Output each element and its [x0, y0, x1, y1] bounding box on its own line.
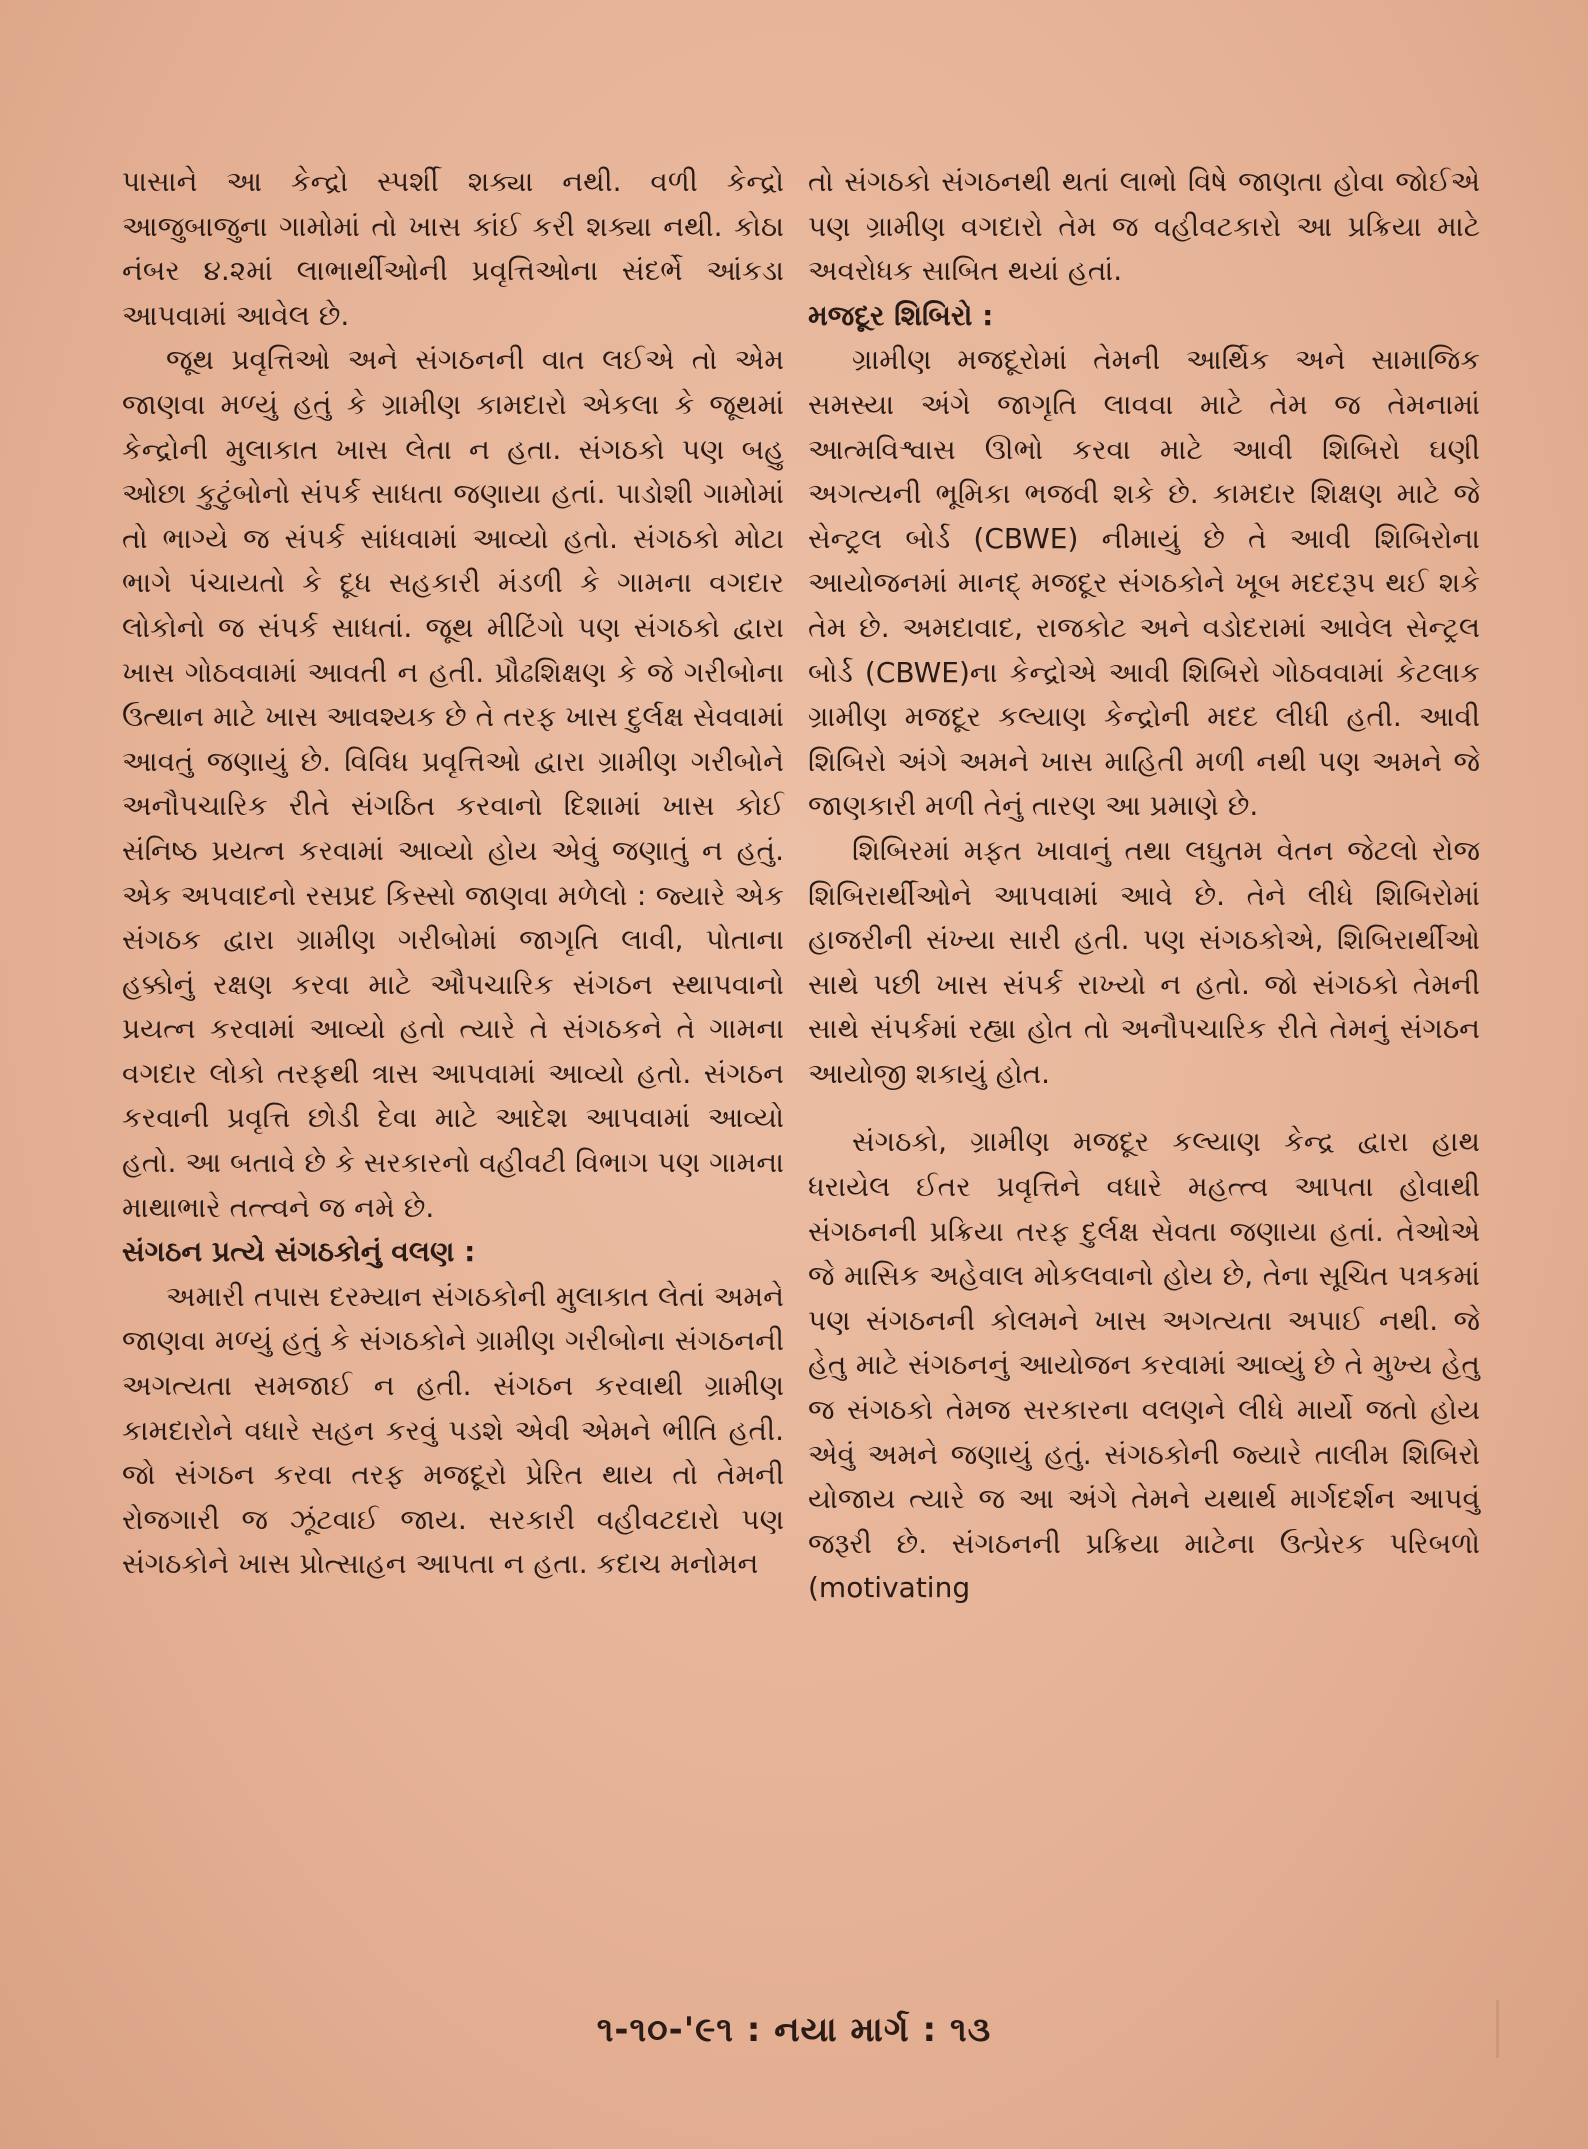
right-column	[808, 160, 1480, 1611]
right-paragraph-3: શિબિરમાં મફત ખાવાનું તથા લઘુતમ વેતન જેટલો રોજ શિબિરાર્થીઓને આપવામાં આવે છે. તેને લીધે શિબિરોમાં હાજરીની સંખ્યા સારી હતી. પણ સંગઠકોએ, શિબિરાર્થીઓ સાથે પછી ખાસ સંપર્ક રાખ્યો ન હતો. જો સંગઠકો તેમની સાથે સંપર્કમાં રહ્યા હોત તો અનૌપચારિક રીતે તેમનું સંગઠન આયોજી શકાયું હોત.	[808, 833, 1480, 1090]
left-paragraph-3: અમારી તપાસ દરમ્યાન સંગઠકોની મુલાકાત લેતાં અમને જાણવા મળ્યું હતું કે સંગઠકોને ગ્રામીણ ગરીબોના સંગઠનની અગત્યતા સમજાઈ ન હતી. સંગઠન કરવાથી ગ્રામીણ કામદારોને વધારે સહન કરવું પડશે એવી એમને ભીતિ હતી. જો સંગઠન કરવા તરફ મજદૂરો પ્રેરિત થાય તો તેમની રોજગારી જ ઝૂંટવાઈ જાય. સરકારી વહીવટદારો પણ સંગઠકોને ખાસ પ્રોત્સાહન આપતા ન હતા. કદાચ મનોમન	[122, 1279, 784, 1581]
page-footer: ૧-૧૦-'૯૧ : નયા માર્ગ : ૧૩	[596, 2010, 992, 2050]
right-paragraph-2: ગ્રામીણ મજદૂરોમાં તેમની આર્થિક અને સામાજિક સમસ્યા અંગે જાગૃતિ લાવવા માટે તેમ જ તેમનામાં આત્મવિશ્વાસ ઊભો કરવા માટે આવી શિબિરો ઘણી અગત્યની ભૂમિકા ભજવી શકે છે. કામદાર શિક્ષણ માટે જે સેન્ટ્રલ બોર્ડ (CBWE) નીમાયું છે તે આવી શિબિરોના આયોજનમાં માનદ્ મજદૂર સંગઠકોને ખૂબ મદદરૂપ થઈ શકે તેમ છે. અમદાવાદ, રાજકોટ અને વડોદરામાં આવેલ સેન્ટ્રલ બોર્ડ (CBWE)ના કેન્દ્રોએ આવી શિબિરો ગોઠવવામાં કેટલાક ગ્રામીણ મજદૂર કલ્યાણ કેન્દ્રોની મદદ લીધી હતી. આવી શિબિરો અંગે અમને ખાસ માહિતી મળી નથી પણ અમને જે જાણકારી મળી તેનું તારણ આ પ્રમાણે છે.	[808, 343, 1480, 823]
right-paragraph-1: તો સંગઠકો સંગઠનથી થતાં લાભો વિષે જાણતા હોવા જોઈએ પણ ગ્રામીણ વગદારો તેમ જ વહીવટકારો આ પ્રક્રિયા માટે અવરોધક સાબિત થયાં હતાં.	[808, 165, 1480, 288]
page-edge-mark	[1496, 2000, 1499, 2058]
paragraph-gap	[808, 1096, 1480, 1120]
right-paragraph-4: સંગઠકો, ગ્રામીણ મજદૂર કલ્યાણ કેન્દ્ર દ્વારા હાથ ધરાયેલ ઈતર પ્રવૃત્તિને વધારે મહત્ત્વ આપતા હોવાથી સંગઠનની પ્રક્રિયા તરફ દુર્લક્ષ સેવતા જણાયા હતાં. તેઓએ જે માસિક અહેવાલ મોકલવાનો હોય છે, તેના સૂચિત પત્રકમાં પણ સંગઠનની કોલમને ખાસ અગત્યતા અપાઈ નથી. જે હેતુ માટે સંગઠનનું આયોજન કરવામાં આવ્યું છે તે મુખ્ય હેતુ જ સંગઠકો તેમજ સરકારના વલણને લીધે માર્યો જતો હોય એવું અમને જણાયું હતું. સંગઠકોની જ્યારે તાલીમ શિબિરો યોજાય ત્યારે જ આ અંગે તેમને યથાર્થ માર્ગદર્શન આપવું જરૂરી છે. સંગઠનની પ્રક્રિયા માટેના ઉત્પ્રેરક પરિબળો (motivating	[808, 1125, 1480, 1605]
left-column	[122, 160, 784, 1587]
left-paragraph-2: જૂથ પ્રવૃત્તિઓ અને સંગઠનની વાત લઈએ તો એમ જાણવા મળ્યું હતું કે ગ્રામીણ કામદારો એકલા કે જૂથમાં કેન્દ્રોની મુલાકાત ખાસ લેતા ન હતા. સંગઠકો પણ બહુ ઓછા કુટુંબોનો સંપર્ક સાધતા જણાયા હતાં. પાડોશી ગામોમાં તો ભાગ્યે જ સંપર્ક સાંધવામાં આવ્યો હતો. સંગઠકો મોટા ભાગે પંચાયતો કે દૂધ સહકારી મંડળી કે ગામના વગદાર લોકોનો જ સંપર્ક સાધતાં. જૂથ મીટિંગો પણ સંગઠકો દ્વારા ખાસ ગોઠવવામાં આવતી ન હતી. પ્રૌઢશિક્ષણ કે જે ગરીબોના ઉત્થાન માટે ખાસ આવશ્યક છે તે તરફ ખાસ દુર્લક્ષ સેવવામાં આવતું જણાયું છે. વિવિધ પ્રવૃત્તિઓ દ્વારા ગ્રામીણ ગરીબોને અનૌપચારિક રીતે સંગઠિત કરવાનો દિશામાં ખાસ કોઈ સંનિષ્ઠ પ્રયત્ન કરવામાં આવ્યો હોય એવું જણાતું ન હતું. એક અપવાદનો રસપ્રદ કિસ્સો જાણવા મળેલો : જ્યારે એક સંગઠક દ્વારા ગ્રામીણ ગરીબોમાં જાગૃતિ લાવી, પોતાના હક્કોનું રક્ષણ કરવા માટે ઔપચારિક સંગઠન સ્થાપવાનો પ્રયત્ન કરવામાં આવ્યો હતો ત્યારે તે સંગઠકને તે ગામના વગદાર લોકો તરફથી ત્રાસ આપવામાં આવ્યો હતો. સંગઠન કરવાની પ્રવૃત્તિ છોડી દેવા માટે આદેશ આપવામાં આવ્યો હતો. આ બતાવે છે કે સરકારનો વહીવટી વિભાગ પણ ગામના માથાભારે તત્ત્વને જ નમે છે.	[122, 343, 784, 1224]
left-paragraph-1: પાસાને આ કેન્દ્રો સ્પર્શી શક્યા નથી. વળી કેન્દ્રો આજુબાજુના ગામોમાં તો ખાસ કાંઈ કરી શક્યા નથી. કોઠા નંબર ૪.૨માં લાભાર્થીઓની પ્રવૃત્તિઓના સંદર્ભે આંકડા આપવામાં આવેલ છે.	[122, 165, 784, 332]
section-heading-camps: મજદૂર શિબિરો :	[808, 298, 994, 332]
section-heading-attitude: સંગઠન પ્રત્યે સંગઠકોનું વલણ :	[122, 1235, 476, 1269]
